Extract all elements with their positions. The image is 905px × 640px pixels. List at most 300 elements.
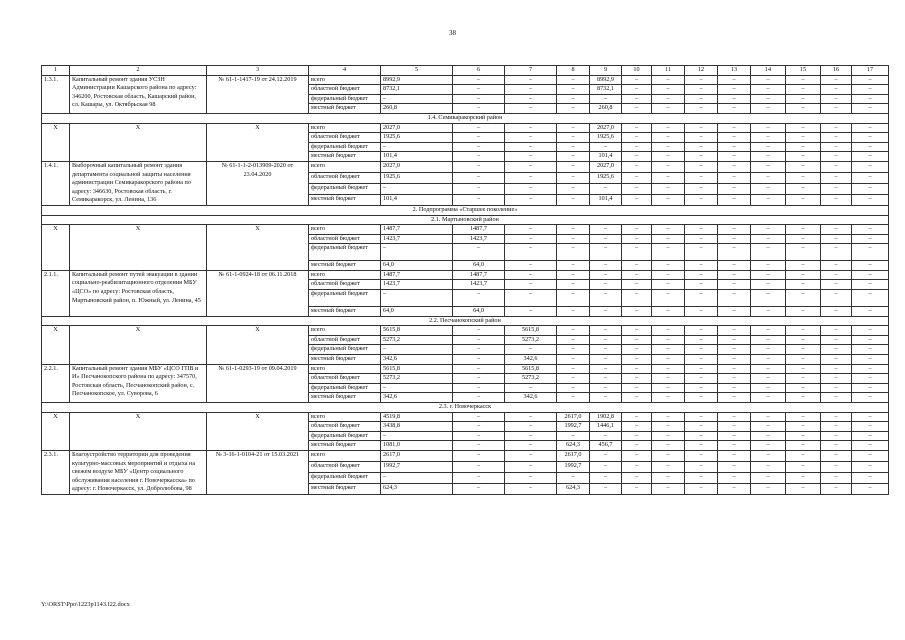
amount-cell: – xyxy=(652,326,685,336)
amount-cell: – xyxy=(590,290,622,307)
amount-cell: – xyxy=(685,472,718,483)
amount-cell: – xyxy=(821,161,852,172)
amount-cell: – xyxy=(622,244,652,261)
amount-cell: – xyxy=(622,183,652,194)
amount-cell: – xyxy=(821,355,852,365)
amount-cell: – xyxy=(786,290,821,307)
amount-cell: – xyxy=(685,355,718,365)
amount-cell: 5273,2 xyxy=(505,335,557,345)
amount-cell: – xyxy=(821,123,852,133)
amount-cell: – xyxy=(751,123,786,133)
amount-cell: – xyxy=(590,183,622,194)
expertise-conclusion: Х xyxy=(207,412,309,450)
funding-source-label: всего xyxy=(309,123,381,133)
amount-cell: – xyxy=(557,280,590,290)
amount-cell: – xyxy=(852,104,889,114)
amount-cell: 1925,6 xyxy=(590,133,622,143)
funding-source-label: всего xyxy=(309,364,381,374)
amount-cell: 624,3 xyxy=(557,441,590,451)
funding-row xyxy=(42,270,889,280)
amount-cell: – xyxy=(557,345,590,355)
amount-cell: – xyxy=(821,94,852,104)
amount-cell: – xyxy=(557,335,590,345)
amount-cell: – xyxy=(786,461,821,472)
item-number: Х xyxy=(42,412,70,450)
amount-cell: – xyxy=(751,225,786,235)
amount-cell: 1446,1 xyxy=(590,422,622,432)
funding-source-label: федеральный бюджет xyxy=(309,94,381,104)
amount-cell: – xyxy=(557,85,590,95)
amount-cell: – xyxy=(685,383,718,393)
amount-cell: – xyxy=(685,461,718,472)
amount-cell: – xyxy=(718,307,751,317)
amount-cell: – xyxy=(852,194,889,205)
amount-cell: – xyxy=(557,290,590,307)
amount-cell: – xyxy=(685,280,718,290)
amount-cell: – xyxy=(821,374,852,384)
amount-cell: – xyxy=(652,364,685,374)
amount-cell: – xyxy=(685,123,718,133)
amount-cell: – xyxy=(622,441,652,451)
amount-cell: – xyxy=(821,133,852,143)
amount-cell: – xyxy=(453,183,505,194)
amount-cell: – xyxy=(718,431,751,441)
amount-cell: – xyxy=(557,194,590,205)
amount-cell: – xyxy=(622,123,652,133)
amount-cell: – xyxy=(622,261,652,271)
amount-cell: – xyxy=(821,234,852,244)
amount-cell: – xyxy=(718,194,751,205)
amount-cell: – xyxy=(622,412,652,422)
amount-cell: – xyxy=(557,225,590,235)
amount-cell: – xyxy=(453,472,505,483)
amount-cell: – xyxy=(821,194,852,205)
amount-cell: – xyxy=(453,85,505,95)
amount-cell: – xyxy=(786,307,821,317)
amount-cell: – xyxy=(718,104,751,114)
amount-cell: 1423,7 xyxy=(381,280,453,290)
amount-cell: – xyxy=(505,472,557,483)
amount-cell: – xyxy=(718,326,751,336)
amount-cell: – xyxy=(718,441,751,451)
amount-cell: – xyxy=(821,152,852,162)
amount-cell: – xyxy=(821,183,852,194)
amount-cell: – xyxy=(786,472,821,483)
amount-cell: – xyxy=(786,422,821,432)
amount-cell: – xyxy=(751,290,786,307)
amount-cell: – xyxy=(751,345,786,355)
amount-cell: – xyxy=(821,431,852,441)
amount-cell: – xyxy=(557,133,590,143)
amount-cell: – xyxy=(381,383,453,393)
amount-cell: – xyxy=(505,104,557,114)
amount-cell: – xyxy=(786,280,821,290)
amount-cell: 101,4 xyxy=(381,194,453,205)
amount-cell: – xyxy=(557,161,590,172)
amount-cell: 3438,8 xyxy=(381,422,453,432)
amount-cell: – xyxy=(652,472,685,483)
amount-cell: – xyxy=(453,244,505,261)
amount-cell: – xyxy=(622,172,652,183)
funding-source-label: федеральный бюджет xyxy=(309,472,381,483)
amount-cell: – xyxy=(852,94,889,104)
amount-cell: 1992,7 xyxy=(381,461,453,472)
amount-cell: – xyxy=(652,345,685,355)
amount-cell: – xyxy=(505,422,557,432)
amount-cell: – xyxy=(557,326,590,336)
amount-cell: 2027,0 xyxy=(590,123,622,133)
amount-cell: – xyxy=(381,345,453,355)
amount-cell: 2027,0 xyxy=(381,161,453,172)
amount-cell: – xyxy=(453,364,505,374)
amount-cell: – xyxy=(852,183,889,194)
amount-cell: – xyxy=(685,142,718,152)
amount-cell: – xyxy=(453,335,505,345)
amount-cell: – xyxy=(852,335,889,345)
amount-cell: – xyxy=(381,183,453,194)
funding-source-label: федеральный бюджет xyxy=(309,345,381,355)
column-number: 13 xyxy=(718,66,751,76)
amount-cell: – xyxy=(557,393,590,403)
amount-cell: – xyxy=(652,383,685,393)
amount-cell: – xyxy=(718,335,751,345)
amount-cell: – xyxy=(751,270,786,280)
amount-cell: – xyxy=(685,364,718,374)
amount-cell: – xyxy=(453,326,505,336)
amount-cell: – xyxy=(453,450,505,461)
amount-cell: – xyxy=(453,441,505,451)
amount-cell: – xyxy=(652,261,685,271)
amount-cell: 1423,7 xyxy=(453,280,505,290)
amount-cell: 624,3 xyxy=(557,483,590,494)
amount-cell: 1487,7 xyxy=(381,270,453,280)
amount-cell: – xyxy=(505,234,557,244)
amount-cell: – xyxy=(821,290,852,307)
amount-cell: – xyxy=(590,431,622,441)
amount-cell: – xyxy=(786,450,821,461)
column-number: 7 xyxy=(505,66,557,76)
funding-row xyxy=(42,75,889,85)
amount-cell: – xyxy=(505,194,557,205)
amount-cell: – xyxy=(852,412,889,422)
funding-row xyxy=(42,450,889,461)
amount-cell: – xyxy=(652,142,685,152)
amount-cell: – xyxy=(685,133,718,143)
amount-cell: – xyxy=(751,472,786,483)
amount-cell: – xyxy=(786,345,821,355)
expertise-conclusion: Х xyxy=(207,123,309,161)
amount-cell: – xyxy=(751,234,786,244)
amount-cell: – xyxy=(786,335,821,345)
amount-cell: – xyxy=(751,422,786,432)
page-number: 38 xyxy=(449,29,456,37)
funding-row xyxy=(42,123,889,133)
item-number: Х xyxy=(42,326,70,364)
amount-cell: – xyxy=(786,104,821,114)
program-table xyxy=(41,65,889,495)
amount-cell: – xyxy=(622,75,652,85)
amount-cell: – xyxy=(751,431,786,441)
column-number: 15 xyxy=(786,66,821,76)
amount-cell: – xyxy=(821,383,852,393)
amount-cell: – xyxy=(852,355,889,365)
amount-cell: – xyxy=(751,335,786,345)
amount-cell: – xyxy=(557,261,590,271)
amount-cell: – xyxy=(821,142,852,152)
amount-cell: 64,0 xyxy=(381,261,453,271)
amount-cell: 5615,8 xyxy=(381,364,453,374)
amount-cell: – xyxy=(786,225,821,235)
amount-cell: – xyxy=(590,142,622,152)
funding-source-label: местный бюджет xyxy=(309,355,381,365)
funding-source-label: всего xyxy=(309,450,381,461)
amount-cell: 342,6 xyxy=(505,355,557,365)
amount-cell: 2617,0 xyxy=(557,450,590,461)
amount-cell: – xyxy=(718,280,751,290)
amount-cell: – xyxy=(821,75,852,85)
funding-source-label: областной бюджет xyxy=(309,280,381,290)
amount-cell: – xyxy=(751,364,786,374)
amount-cell: – xyxy=(505,172,557,183)
column-number: 4 xyxy=(309,66,381,76)
amount-cell: – xyxy=(751,483,786,494)
amount-cell: – xyxy=(751,412,786,422)
item-number: 1.3.1. xyxy=(42,75,70,113)
amount-cell: – xyxy=(557,383,590,393)
amount-cell: – xyxy=(718,142,751,152)
amount-cell: – xyxy=(751,280,786,290)
amount-cell: – xyxy=(590,374,622,384)
amount-cell: – xyxy=(453,172,505,183)
amount-cell: – xyxy=(381,472,453,483)
amount-cell: – xyxy=(652,422,685,432)
column-number: 9 xyxy=(590,66,622,76)
amount-cell: – xyxy=(505,280,557,290)
amount-cell: – xyxy=(652,307,685,317)
amount-cell: – xyxy=(786,364,821,374)
amount-cell: – xyxy=(685,441,718,451)
amount-cell: 260,8 xyxy=(590,104,622,114)
funding-source-label: областной бюджет xyxy=(309,335,381,345)
amount-cell: – xyxy=(718,383,751,393)
amount-cell: – xyxy=(622,393,652,403)
amount-cell: – xyxy=(786,152,821,162)
amount-cell: – xyxy=(505,133,557,143)
amount-cell: – xyxy=(852,234,889,244)
amount-cell: – xyxy=(505,85,557,95)
amount-cell: – xyxy=(685,194,718,205)
amount-cell: – xyxy=(751,461,786,472)
section-heading-row xyxy=(42,403,889,413)
amount-cell: 8992,9 xyxy=(590,75,622,85)
column-number: 3 xyxy=(207,66,309,76)
amount-cell: 342,6 xyxy=(381,355,453,365)
amount-cell: – xyxy=(852,161,889,172)
amount-cell: 8992,9 xyxy=(381,75,453,85)
amount-cell: – xyxy=(590,461,622,472)
amount-cell: – xyxy=(751,183,786,194)
amount-cell: 1487,7 xyxy=(453,225,505,235)
amount-cell: – xyxy=(685,244,718,261)
funding-row xyxy=(42,412,889,422)
amount-cell: – xyxy=(751,450,786,461)
amount-cell: – xyxy=(685,412,718,422)
item-description: Х xyxy=(70,412,207,450)
amount-cell: – xyxy=(453,152,505,162)
funding-row xyxy=(42,161,889,172)
column-number: 16 xyxy=(821,66,852,76)
amount-cell: 1487,7 xyxy=(453,270,505,280)
amount-cell: – xyxy=(652,104,685,114)
amount-cell: – xyxy=(453,393,505,403)
amount-cell: – xyxy=(852,152,889,162)
amount-cell: – xyxy=(381,290,453,307)
item-description: Капитальный ремонт здания УСЗН Администрации Кашарского района по адресу: 346200, Ростовская область, Кашарский район, сл. Кашары, ул. Октябрьская 98 xyxy=(70,75,207,113)
item-number: Х xyxy=(42,225,70,271)
expertise-conclusion: № 61-1-1417-19 от 24.12.2019 xyxy=(207,75,309,113)
amount-cell: – xyxy=(852,374,889,384)
amount-cell: 64,0 xyxy=(381,307,453,317)
funding-source-label: федеральный бюджет xyxy=(309,431,381,441)
amount-cell: – xyxy=(622,326,652,336)
amount-cell: – xyxy=(718,183,751,194)
expertise-conclusion: Х xyxy=(207,326,309,364)
amount-cell: – xyxy=(381,142,453,152)
amount-cell: – xyxy=(751,133,786,143)
amount-cell: – xyxy=(622,290,652,307)
amount-cell: 1925,6 xyxy=(381,133,453,143)
amount-cell: – xyxy=(852,85,889,95)
amount-cell: – xyxy=(652,270,685,280)
section-heading: 2.1. Мартыновский район xyxy=(42,215,889,225)
amount-cell: – xyxy=(718,172,751,183)
amount-cell: – xyxy=(786,85,821,95)
amount-cell: – xyxy=(685,326,718,336)
amount-cell: – xyxy=(453,75,505,85)
amount-cell: – xyxy=(557,142,590,152)
amount-cell: – xyxy=(821,483,852,494)
amount-cell: 624,3 xyxy=(381,483,453,494)
amount-cell: – xyxy=(453,431,505,441)
amount-cell: – xyxy=(453,383,505,393)
funding-source-label: областной бюджет xyxy=(309,461,381,472)
amount-cell: – xyxy=(557,123,590,133)
section-heading-row xyxy=(42,205,889,215)
amount-cell: – xyxy=(718,270,751,280)
amount-cell: – xyxy=(557,355,590,365)
amount-cell: – xyxy=(590,335,622,345)
amount-cell: – xyxy=(622,483,652,494)
item-description: Выборочный капитальный ремонт здания департамента социальной защиты населения администрации Семикаракорского района по адресу: 346630, Ростовская область, г. Семикаракорск, ул. Ленина, 136 xyxy=(70,161,207,205)
amount-cell: – xyxy=(557,472,590,483)
amount-cell: – xyxy=(718,412,751,422)
funding-source-label: местный бюджет xyxy=(309,261,381,271)
amount-cell: – xyxy=(505,152,557,162)
amount-cell: – xyxy=(821,461,852,472)
amount-cell: – xyxy=(453,412,505,422)
amount-cell: – xyxy=(622,234,652,244)
amount-cell: – xyxy=(751,383,786,393)
section-heading-row xyxy=(42,215,889,225)
amount-cell: – xyxy=(652,355,685,365)
amount-cell: – xyxy=(718,161,751,172)
amount-cell: – xyxy=(505,483,557,494)
funding-source-label: всего xyxy=(309,270,381,280)
amount-cell: – xyxy=(685,161,718,172)
amount-cell: – xyxy=(505,461,557,472)
amount-cell: – xyxy=(505,307,557,317)
amount-cell: – xyxy=(718,261,751,271)
amount-cell: – xyxy=(718,393,751,403)
item-number: Х xyxy=(42,123,70,161)
amount-cell: – xyxy=(718,450,751,461)
amount-cell: 342,6 xyxy=(505,393,557,403)
amount-cell: – xyxy=(751,142,786,152)
amount-cell: 8732,1 xyxy=(590,85,622,95)
amount-cell: – xyxy=(685,225,718,235)
amount-cell: – xyxy=(718,483,751,494)
amount-cell: – xyxy=(453,374,505,384)
amount-cell: – xyxy=(652,194,685,205)
amount-cell: – xyxy=(786,194,821,205)
amount-cell: – xyxy=(505,431,557,441)
amount-cell: – xyxy=(590,261,622,271)
amount-cell: 8732,1 xyxy=(381,85,453,95)
amount-cell: – xyxy=(622,450,652,461)
amount-cell: – xyxy=(652,412,685,422)
amount-cell: – xyxy=(557,104,590,114)
funding-source-label: федеральный бюджет xyxy=(309,383,381,393)
amount-cell: – xyxy=(852,326,889,336)
amount-cell: – xyxy=(786,355,821,365)
funding-source-label: всего xyxy=(309,75,381,85)
amount-cell: – xyxy=(821,441,852,451)
amount-cell: – xyxy=(652,393,685,403)
amount-cell: – xyxy=(652,335,685,345)
amount-cell: 1487,7 xyxy=(381,225,453,235)
amount-cell: – xyxy=(718,290,751,307)
amount-cell: – xyxy=(505,290,557,307)
amount-cell: – xyxy=(786,161,821,172)
amount-cell: – xyxy=(821,412,852,422)
amount-cell: – xyxy=(557,183,590,194)
amount-cell: – xyxy=(751,85,786,95)
expertise-conclusion: № 61-1-1-2-013909-2020 от 23.04.2020 xyxy=(207,161,309,205)
amount-cell: – xyxy=(622,364,652,374)
amount-cell: – xyxy=(622,345,652,355)
amount-cell: – xyxy=(821,422,852,432)
amount-cell: – xyxy=(590,280,622,290)
amount-cell: – xyxy=(718,364,751,374)
amount-cell: – xyxy=(751,152,786,162)
amount-cell: 1992,7 xyxy=(557,422,590,432)
amount-cell: – xyxy=(821,345,852,355)
amount-cell: 1423,7 xyxy=(381,234,453,244)
amount-cell: – xyxy=(590,94,622,104)
amount-cell: – xyxy=(786,94,821,104)
amount-cell: – xyxy=(685,374,718,384)
amount-cell: 1902,8 xyxy=(590,412,622,422)
amount-cell: – xyxy=(751,94,786,104)
amount-cell: – xyxy=(786,75,821,85)
amount-cell: 1423,7 xyxy=(453,234,505,244)
amount-cell: – xyxy=(622,335,652,345)
amount-cell: – xyxy=(751,261,786,271)
amount-cell: – xyxy=(786,483,821,494)
file-path-footer: Y:\ORST\Ppo\1223p1143.f22.docx xyxy=(41,601,130,608)
amount-cell: – xyxy=(652,290,685,307)
funding-source-label: всего xyxy=(309,161,381,172)
